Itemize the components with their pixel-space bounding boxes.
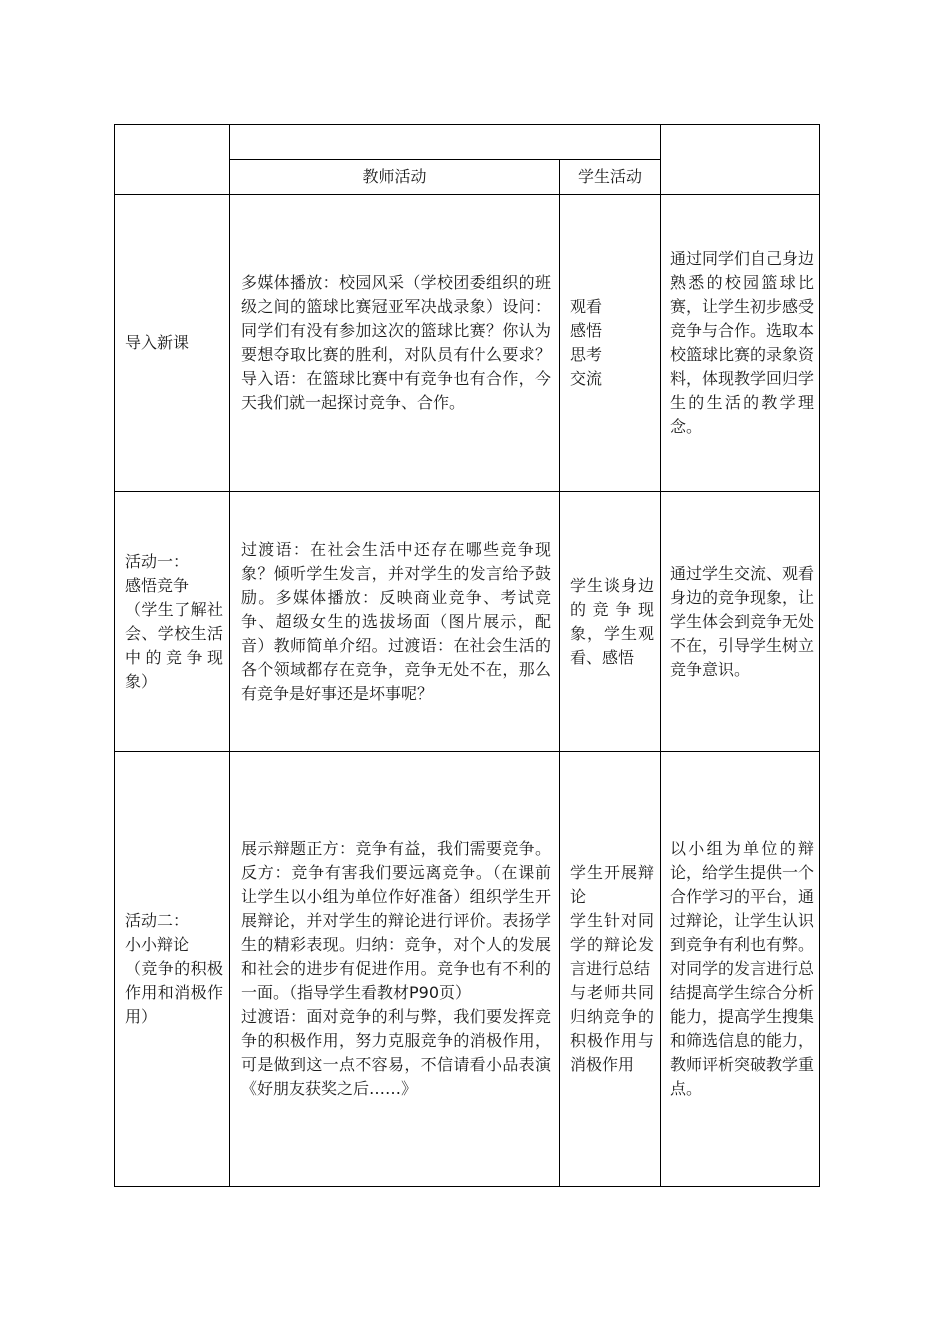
teacher-activity-cell: 展示辩题正方：竞争有益，我们需要竞争。反方：竞争有害我们要远离竞争。（在课前让学生以小组为单位作好准备）组织学生开展辩论，并对学生的辩论进行评价。表扬学生的精彩表现。归纳：竞争，对个人的发展和社会的进步有促进作用。竞争也有不利的一面。（指导学生看教材P90页） 过渡语：面对竞争的利与弊，我们要发挥竞争的积极作用，努力克服竞争的消极作用，可是做到这一点不容易，不信请看小品表演《好朋友获奖之后……》 (241, 839, 551, 1098)
teacher-activity-cell: 过渡语：在社会生活中还存在哪些竞争现象？倾听学生发言，并对学生的发言给予鼓励。多媒体播放：反映商业竞争、考试竞争、超级女生的选拔场面（图片展示，配音）教师简单介绍。过渡语：在社会生活的各个领域都存在竞争，竞争无处不在，那么有竞争是好事还是坏事呢？ (241, 539, 551, 703)
header-teacher-activity: 教师活动 (230, 160, 560, 195)
table-header-row-top (115, 125, 820, 160)
student-activity-cell: 学生开展辩论 学生针对同学的辩论发言进行总结 与老师共同归纳竞争的积极作用与消极作用 (570, 863, 654, 1074)
stage-cell: 导入新课 (125, 333, 190, 352)
student-activity-cell: 观看 感悟 思考 交流 (570, 297, 603, 388)
design-intent-cell: 以小组为单位的辩论，给学生提供一个合作学习的平台，通过辩论，让学生认识到竞争有利也有弊。对同学的发言进行总结提高学生综合分析能力，提高学生搜集和筛选信息的能力，教师评析突破教学重点。 (670, 839, 815, 1098)
header-merged-cell (230, 125, 661, 160)
design-intent-cell: 通过学生交流、观看身边的竞争现象，让学生体会到竞争无处不在，引导学生树立竞争意识。 (670, 563, 815, 679)
header-student-activity: 学生活动 (560, 160, 661, 195)
student-activity-cell: 学生谈身边的竞争现象，学生观看、感悟 (570, 575, 654, 667)
header-intent-cell (661, 125, 820, 195)
design-intent-cell: 通过同学们自己身边熟悉的校园篮球比赛，让学生初步感受竞争与合作。选取本校篮球比赛的录象资料，体现教学回归学生的生活的教学理念。 (670, 249, 815, 436)
table-row (115, 752, 820, 1187)
lesson-plan-table (114, 124, 820, 1187)
stage-cell: 活动二： 小小辩论 （竞争的积极作用和消极作用） (125, 911, 223, 1026)
header-stage-cell (115, 125, 230, 195)
stage-cell: 活动一： 感悟竞争 （学生了解社会、学校生活中的竞争现象） (125, 551, 223, 691)
table-row (115, 195, 820, 492)
table-row (115, 492, 820, 752)
teacher-activity-cell: 多媒体播放：校园风采（学校团委组织的班级之间的篮球比赛冠亚军决战录象）设问：同学们有没有参加这次的篮球比赛？你认为要想夺取比赛的胜利，对队员有什么要求？ 导入语：在篮球比赛中有竞争也有合作，今天我们就一起探讨竞争、合作。 (241, 273, 568, 412)
